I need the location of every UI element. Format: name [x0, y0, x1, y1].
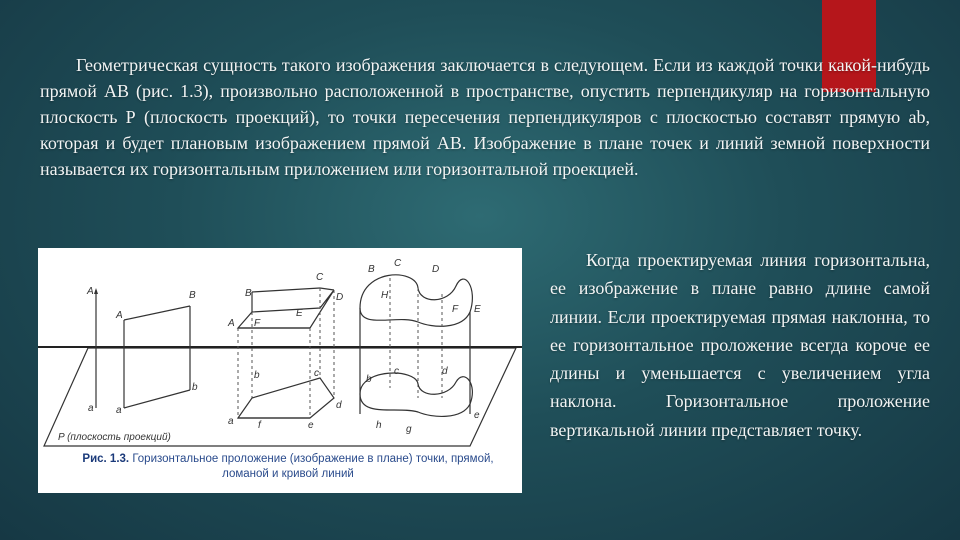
- label-broken-f-proj: f: [258, 420, 261, 431]
- label-broken-e-proj: e: [308, 420, 314, 431]
- label-broken-c-proj: c: [314, 368, 319, 379]
- label-line-a: A: [116, 310, 123, 321]
- arrow-icon: [94, 288, 98, 294]
- label-point-a-proj: a: [88, 403, 94, 414]
- label-curve-c: C: [394, 258, 402, 269]
- figure-caption: [68, 452, 508, 482]
- label-curve-f: F: [452, 304, 459, 315]
- label-broken-a-proj: a: [228, 416, 234, 427]
- curve-line-projection: [360, 373, 472, 416]
- label-curve-d: D: [432, 264, 440, 275]
- paragraph-right: Когда проектируемая линия горизонтальна, ее изображение в плане равно длине самой линии. Если проектируемая прямая наклонна, то ее горизонтальное проложение всегда короче ее длины и уменьшается с увеличением угла наклона. Горизонтальное проложение вертикальной линии представляет точку.: [550, 250, 930, 440]
- figure-1-3: [38, 248, 522, 493]
- label-curve-c-proj: c: [394, 366, 399, 377]
- label-broken-b: B: [245, 288, 252, 299]
- label-broken-f: F: [254, 318, 261, 329]
- label-broken-c: C: [316, 272, 324, 283]
- label-curve-h-proj: h: [376, 420, 382, 431]
- plane-label: P (плоскость проекций): [58, 432, 171, 443]
- line-ab-projection: [124, 390, 190, 408]
- caption-number: Рис. 1.3.: [82, 453, 130, 465]
- label-broken-d-proj: d: [336, 400, 342, 411]
- label-point-a: A: [87, 286, 94, 297]
- label-line-b: B: [189, 290, 196, 301]
- curve-line: [360, 275, 472, 326]
- label-broken-d: D: [336, 292, 344, 303]
- caption-text: Горизонтальное проложение (изображение в плане) точки, прямой, ломаной и кривой линий: [132, 453, 494, 480]
- label-broken-a: A: [228, 318, 235, 329]
- label-broken-e: E: [296, 308, 303, 319]
- label-curve-h: H: [381, 290, 389, 301]
- label-curve-d-proj: d: [442, 366, 448, 377]
- paragraph-top: Геометрическая сущность такого изображения заключается в следующем. Если из каждой точки какой-нибудь прямой АВ (рис. 1.3), произвольно расположенной в пространстве, опустить перпендикуляр на горизонтальную плоскость Р (плоскость проекций), то точки пересечения перпендикуляров с плоскостью составят прямую аb, которая и будет плановым изображением прямой АВ. Изображение в плане точек и линий земной поверхности называется их горизонтальным приложением или горизонтальной проекцией.: [40, 55, 930, 179]
- label-curve-b: B: [368, 264, 375, 275]
- label-curve-e: E: [474, 304, 481, 315]
- label-curve-b-proj: b: [366, 374, 372, 385]
- label-broken-b-proj: b: [254, 370, 260, 381]
- label-line-a-proj: a: [116, 405, 122, 416]
- line-ab: [124, 306, 190, 320]
- label-line-b-proj: b: [192, 382, 198, 393]
- label-curve-e-proj: e: [474, 410, 480, 421]
- label-curve-g-proj: g: [406, 424, 412, 435]
